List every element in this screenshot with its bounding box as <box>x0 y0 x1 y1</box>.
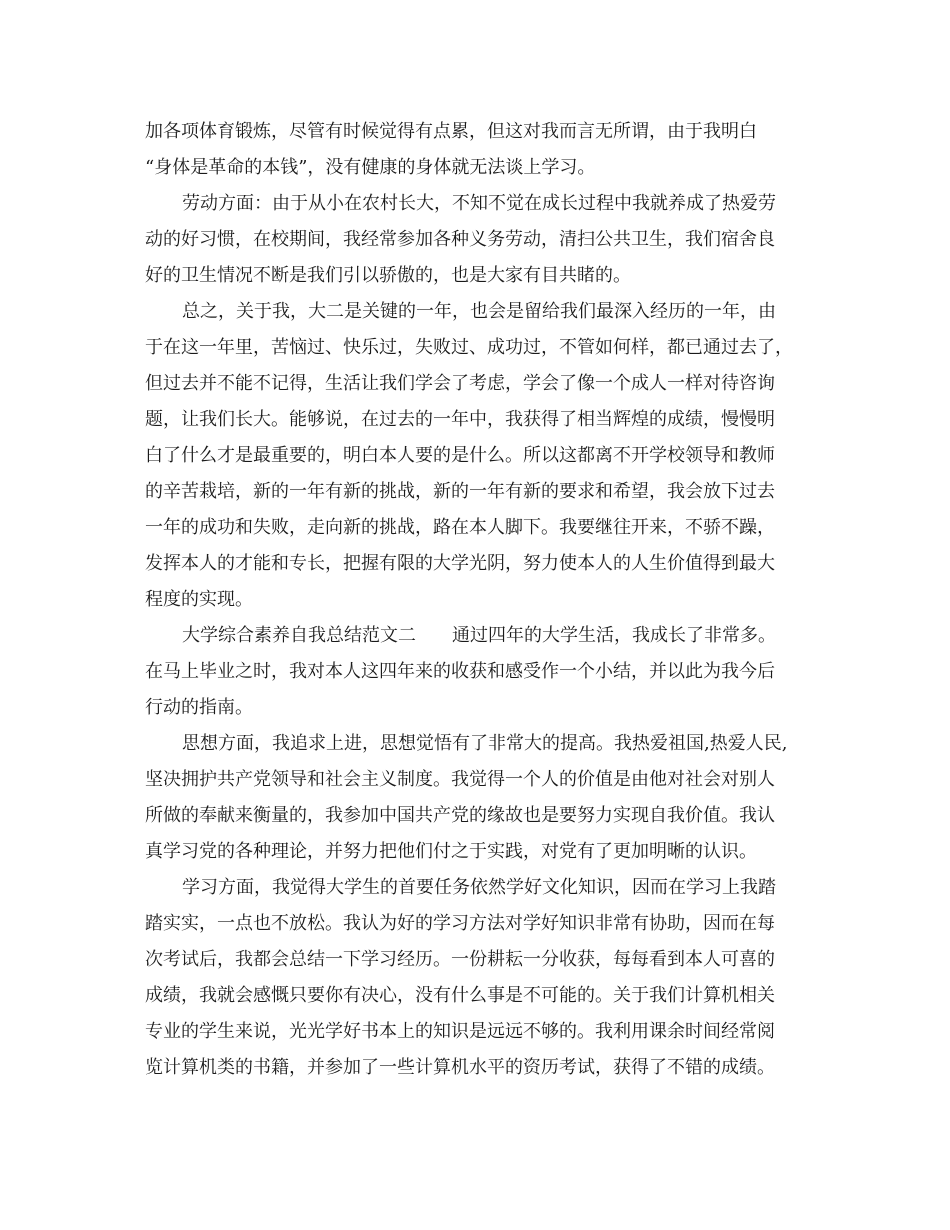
text-line: 加各项体育锻炼，尽管有时候觉得有点累，但这对我而言无所谓，由于我明白 <box>145 121 757 142</box>
text-line: 的辛苦栽培，新的一年有新的挑战，新的一年有新的要求和希望，我会放下过去 <box>145 481 775 502</box>
text-line: 发挥本人的才能和专长，把握有限的大学光阴，努力使本人的人生价值得到最大 <box>145 553 775 574</box>
text-line: 在马上毕业之时，我对本人这四年来的收获和感受作一个小结，并以此为我今后 <box>145 661 775 682</box>
text-line: “身体是革命的本钱”，没有健康的身体就无法谈上学习。 <box>145 157 596 178</box>
text-line: 次考试后，我都会总结一下学习经历。一份耕耘一分收获，每每看到本人可喜的 <box>145 949 775 970</box>
text-line: 好的卫生情况不断是我们引以骄傲的，也是大家有目共睹的。 <box>145 265 631 286</box>
text-line: 一年的成功和失败，走向新的挑战，路在本人脚下。我要继往开来，不骄不躁， <box>145 517 775 538</box>
text-line: 所做的奉献来衡量的，我参加中国共产党的缘故也是要努力实现自我价值。我认 <box>145 805 775 826</box>
document-body <box>145 114 825 1086</box>
text-line: 于在这一年里，苦恼过、快乐过，失败过、成功过，不管如何样，都已通过去了， <box>145 337 793 358</box>
text-line: 题，让我们长大。能够说，在过去的一年中，我获得了相当辉煌的成绩，慢慢明 <box>145 409 775 430</box>
text-line: 总之，关于我，大二是关键的一年，也会是留给我们最深入经历的一年，由 <box>182 301 776 322</box>
text-line: 行动的指南。 <box>145 697 253 718</box>
text-line: 思想方面，我追求上进，思想觉悟有了非常大的提高。我热爱祖国,热爱人民, <box>182 733 788 754</box>
text-line: 真学习党的各种理论，并努力把他们付之于实践，对党有了更加明晰的认识。 <box>145 841 757 862</box>
text-line: 白了什么才是最重要的，明白本人要的是什么。所以这都离不开学校领导和教师 <box>145 445 775 466</box>
text-line: 大学综合素养自我总结范文二 通过四年的大学生活，我成长了非常多。 <box>182 625 776 646</box>
text-line: 学习方面，我觉得大学生的首要任务依然学好文化知识，因而在学习上我踏 <box>182 877 776 898</box>
text-line: 专业的学生来说，光光学好书本上的知识是远远不够的。我利用课余时间经常阅 <box>145 1021 775 1042</box>
text-line: 劳动方面：由于从小在农村长大，不知不觉在成长过程中我就养成了热爱劳 <box>182 193 776 214</box>
text-line: 踏实实，一点也不放松。我认为好的学习方法对学好知识非常有协助，因而在每 <box>145 913 775 934</box>
text-line: 成绩，我就会感慨只要你有决心，没有什么事是不可能的。关于我们计算机相关 <box>145 985 775 1006</box>
text-line: 动的好习惯，在校期间，我经常参加各种义务劳动，清扫公共卫生，我们宿舍良 <box>145 229 775 250</box>
text-line: 坚决拥护共产党领导和社会主义制度。我觉得一个人的价值是由他对社会对别人 <box>145 769 775 790</box>
text-line: 览计算机类的书籍，并参加了一些计算机水平的资历考试，获得了不错的成绩。 <box>145 1057 775 1078</box>
text-line: 程度的实现。 <box>145 589 253 610</box>
text-line: 但过去并不能不记得，生活让我们学会了考虑，学会了像一个成人一样对待咨询 <box>145 373 775 394</box>
